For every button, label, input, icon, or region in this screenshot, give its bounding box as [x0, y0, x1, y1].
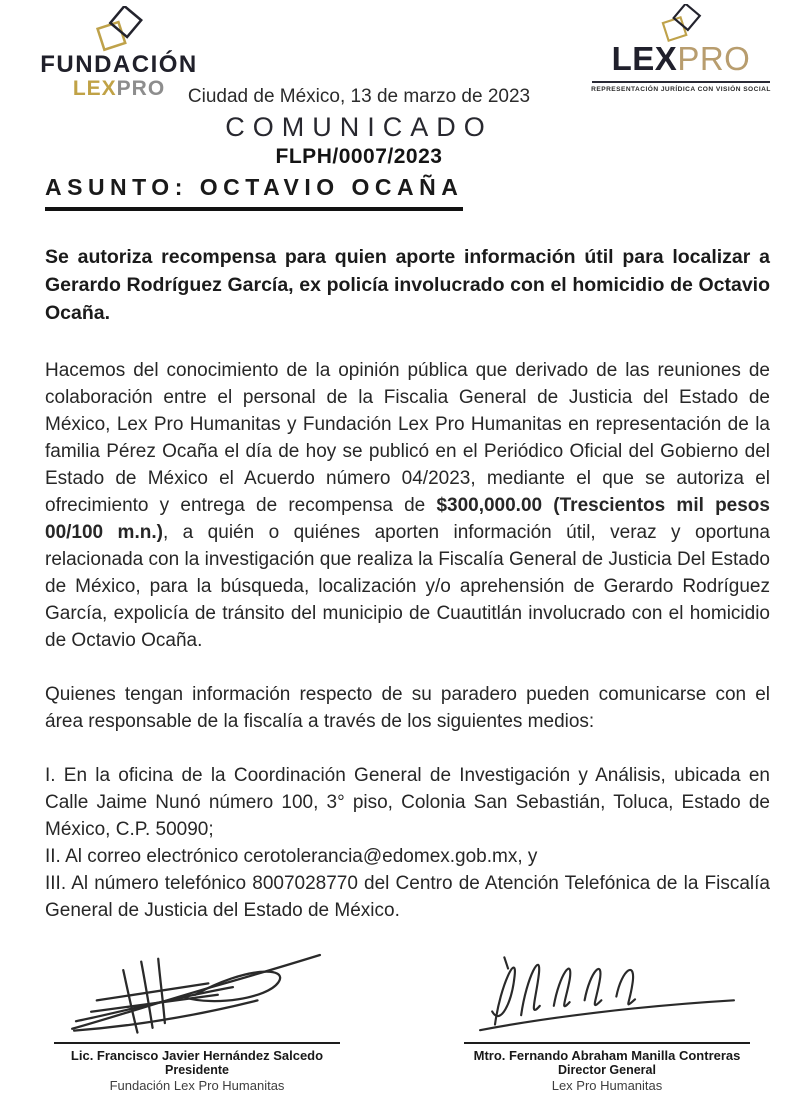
contact-methods-list	[45, 762, 770, 924]
signature-block-director	[442, 938, 772, 1093]
logo-lexpro-wordmark: LEXPRO	[611, 40, 751, 77]
letterhead	[0, 0, 810, 174]
overlapping-squares-icon	[92, 6, 146, 54]
subject-line: ASUNTO: OCTAVIO OCAÑA	[45, 174, 463, 211]
signer-organization: Fundación Lex Pro Humanitas	[109, 1078, 285, 1093]
list-item-phone: III. Al número telefónico 8007028770 del Centro de Atención Telefónica de la Fiscalía General de Justicia del Estado de México.	[45, 873, 770, 921]
logo-tagline: REPRESENTACIÓN JURÍDICA CON VISIÓN SOCIAL	[591, 85, 771, 93]
main-paragraph-end: , a quién o quiénes aporten información útil, veraz y oportuna relacionada con la investigación que realiza la Fiscalía General de Justicia Del Estado de México, para la búsqueda, localización y/o aprehensión de Gerardo Rodríguez García, expolicía de tránsito del municipio de Cuautitlán involucrado con el homicidio de Octavio Ocaña.	[45, 522, 771, 651]
reward-amount: $300,000.00 (Trescientos mil pesos 00/100 m.n.)	[45, 495, 770, 543]
list-item-email: II. Al correo electrónico cerotolerancia@edomex.gob.mx, y	[45, 846, 538, 867]
signer-organization: Lex Pro Humanitas	[551, 1078, 663, 1093]
logo-divider	[592, 81, 770, 83]
signature-block-president	[32, 938, 362, 1093]
lead-paragraph: Se autoriza recompensa para quien aporte información útil para localizar a Gerardo Rodríguez García, ex policía involucrado con el homicidio de Octavio Ocaña.	[45, 246, 770, 324]
logo-lexpro-wordmark: LEXPRO	[72, 77, 166, 101]
main-paragraph	[45, 357, 770, 654]
handwritten-signature-icon	[467, 938, 747, 1042]
signer-title: Director General	[558, 1063, 656, 1077]
handwritten-signature-icon	[57, 938, 337, 1042]
list-item-office: I. En la oficina de la Coordinación General de Investigación y Análisis, ubicada en Calle Jaime Nunó número 100, 3° piso, Colonia San Sebastián, Toluca, Estado de México, C.P. 50090;	[45, 765, 770, 840]
dateline: Ciudad de México, 13 de marzo de 2023	[187, 86, 531, 107]
logo-fundacion-text: FUNDACIÓN	[40, 51, 198, 78]
document-heading	[0, 86, 718, 169]
reference-number: FLPH/0007/2023	[275, 145, 443, 168]
subject-row	[0, 174, 810, 211]
signature-line	[464, 1042, 750, 1044]
overlapping-squares-icon	[658, 4, 704, 44]
document-type-title: COMUNICADO	[225, 112, 493, 142]
signature-section	[0, 938, 810, 1093]
contact-intro-paragraph: Quienes tengan información respecto de su paradero pueden comunicarse con el área responsable de la fiscalía a través de los siguientes medios:	[45, 684, 770, 732]
signer-title: Presidente	[165, 1063, 229, 1077]
signer-name: Lic. Francisco Javier Hernández Salcedo	[70, 1048, 324, 1063]
lexpro-logo	[578, 4, 784, 93]
signature-line	[54, 1042, 340, 1044]
main-paragraph-start: Hacemos del conocimiento de la opinión pública que derivado de las reuniones de colaboración entre el personal de la Fiscalia General de Justicia del Estado de México, Lex Pro Humanitas y Fundación Lex Pro Humanitas en representación de la familia Pérez Ocaña el día de hoy se publicó en el Periódico Oficial del Gobierno del Estado de México el Acuerdo número 04/2023, mediante el que se autoriza el ofrecimiento y entrega de recompensa de	[45, 360, 770, 516]
signer-name: Mtro. Fernando Abraham Manilla Contreras	[473, 1048, 741, 1063]
